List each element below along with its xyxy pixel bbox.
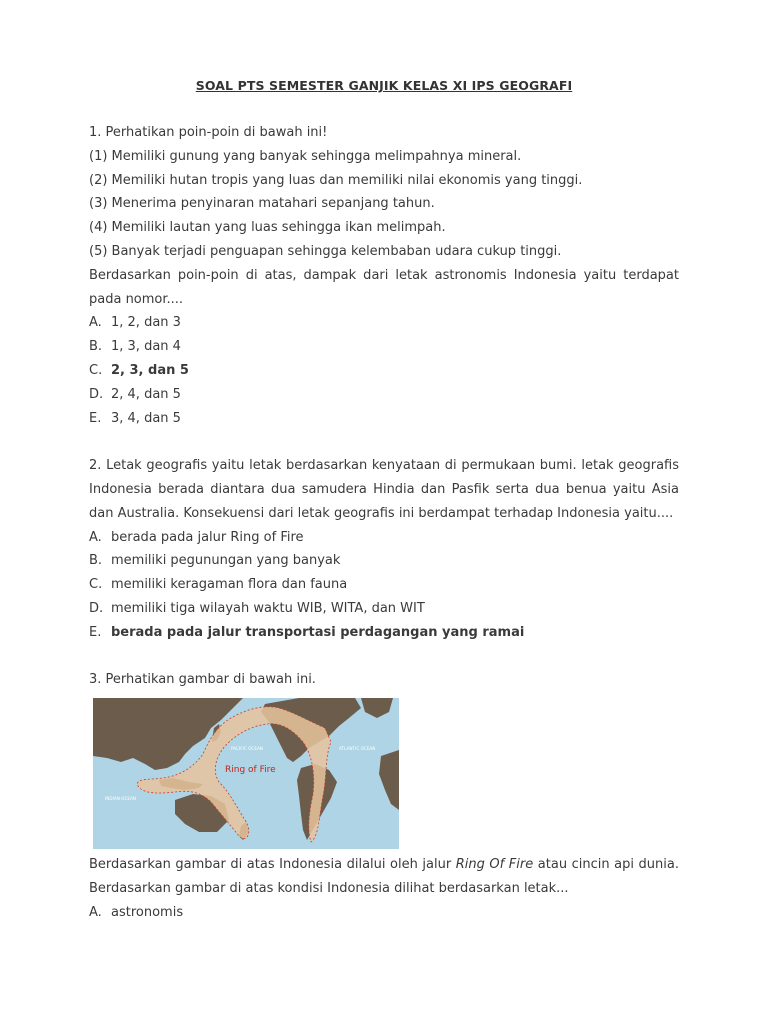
page-title: SOAL PTS SEMESTER GANJIK KELAS XI IPS GEOGRAFI [195, 78, 573, 93]
q1-option-e [89, 407, 679, 431]
option-letter: E. [89, 410, 102, 426]
question-3-intro: 3. Perhatikan gambar di bawah ini. [89, 672, 316, 688]
q3-text-pre: Berdasarkan gambar di atas Indonesia dilalui oleh jalur [89, 857, 456, 873]
option-text: memiliki tiga wilayah waktu WIB, WITA, dan WIT [111, 600, 425, 616]
q2-option-d [89, 597, 679, 621]
pacific-ocean-label: PACIFIC OCEAN [231, 746, 263, 752]
option-text: memiliki pegunungan yang banyak [111, 553, 341, 569]
option-text: memiliki keragaman flora dan fauna [111, 577, 348, 593]
ring-of-fire-map [93, 698, 399, 849]
option-letter: D. [89, 600, 104, 616]
atlantic-ocean-label: ATLANTIC OCEAN [339, 746, 376, 752]
option-text: astronomis [111, 904, 184, 920]
option-letter: C. [89, 362, 103, 378]
q1-point-1: (1) Memiliki gunung yang banyak sehingga melimpahnya mineral. [89, 148, 522, 164]
indian-ocean-label: INDIAN OCEAN [105, 796, 137, 802]
option-letter: A. [89, 315, 102, 331]
option-text-answer: 2, 3, dan 5 [111, 362, 189, 378]
q2-option-b [89, 549, 679, 573]
option-text: 1, 3, dan 4 [111, 339, 181, 355]
option-letter: B. [89, 339, 103, 355]
q3-text-post: atau cincin api dunia. Berdasarkan gambar di atas kondisi Indonesia dilihat berdasarkan letak... [89, 857, 679, 896]
spacer [89, 430, 679, 454]
q1-point-4: (4) Memiliki lautan yang luas sehingga ikan melimpah. [89, 220, 446, 236]
q2-option-a [89, 526, 679, 550]
question-1-text: Berdasarkan poin-poin di atas, dampak dari letak astronomis Indonesia yaitu terdapat pada nomor.... [89, 267, 679, 307]
option-letter: E. [89, 624, 102, 640]
q1-option-a [89, 311, 679, 335]
option-letter: C. [89, 577, 103, 593]
option-text: berada pada jalur Ring of Fire [111, 529, 304, 545]
q1-option-b [89, 335, 679, 359]
q2-option-e [89, 621, 679, 645]
option-text: 3, 4, dan 5 [111, 410, 181, 426]
q1-point-2: (2) Memiliki hutan tropis yang luas dan memiliki nilai ekonomis yang tinggi. [89, 172, 583, 188]
question-1-intro: 1. Perhatikan poin-poin di bawah ini! [89, 125, 328, 140]
document-body [89, 121, 679, 925]
q3-text-italic: Ring Of Fire [455, 857, 534, 873]
option-letter: A. [89, 904, 102, 920]
q1-point-3: (3) Menerima penyinaran matahari sepanjang tahun. [89, 196, 435, 212]
ring-of-fire-label: Ring of Fire [225, 765, 276, 776]
q3-option-a [89, 901, 679, 925]
option-text: 2, 4, dan 5 [111, 386, 181, 402]
option-text-answer: berada pada jalur transportasi perdagangan yang ramai [111, 624, 525, 640]
option-letter: A. [89, 529, 102, 545]
q1-point-5: (5) Banyak terjadi penguapan sehingga kelembaban udara cukup tinggi. [89, 243, 562, 259]
world-map-image [93, 698, 399, 849]
spacer [89, 645, 679, 669]
q1-option-c [89, 359, 679, 383]
option-letter: D. [89, 386, 104, 402]
option-text: 1, 2, dan 3 [111, 315, 181, 331]
question-2-text: 2. Letak geografis yaitu letak berdasarkan kenyataan di permukaan bumi. letak geografis Indonesia berada diantara dua samudera Hindia dan Pasfik serta dua benua yaitu Asia dan Australia. Konsekuensi dari letak geografis ini berdampat terhadap Indonesia yaitu.... [89, 458, 679, 521]
question-3-text [89, 853, 679, 901]
q1-option-d [89, 383, 679, 407]
option-letter: B. [89, 553, 103, 569]
q2-option-c [89, 573, 679, 597]
